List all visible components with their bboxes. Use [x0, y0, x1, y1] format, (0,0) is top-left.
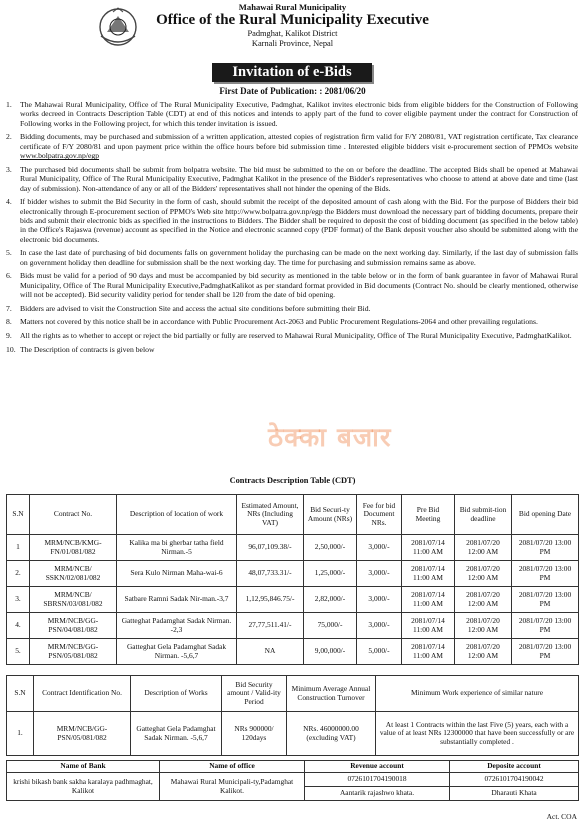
- clause-number: 5.: [6, 248, 12, 258]
- table-cell: 3,000/-: [357, 535, 402, 561]
- table-cell: Sera Kulo Nirman Maha-wai-6: [117, 561, 237, 587]
- deposit-account-number: 0726101704190042: [450, 773, 579, 787]
- clause-text: Bidders are advised to visit the Construction Site and access the actual site conditions before submitting their Bid.: [20, 303, 371, 313]
- table-row: [7, 561, 579, 587]
- table-cell: 2081/07/20 13:00 PM: [512, 587, 579, 613]
- table-cell: 2.: [7, 561, 30, 587]
- table-cell: MRM/NCB/GG-PSN/04/081/082: [30, 613, 117, 639]
- bank-name-cell: krishi bikash bank sakha karalaya padhmaghat, Kalikot: [7, 773, 160, 801]
- column-header: Fee for bid Document NRs.: [357, 495, 402, 535]
- clause-text: All the rights as to whether to accept or reject the bid partially or fully are reserved to Mahawai Rural Municipality, Office of The Rural Municipality Executive, PadmghatKalikot.: [20, 331, 572, 341]
- column-header: Description of location of work: [117, 495, 237, 535]
- table-cell: 5,000/-: [357, 639, 402, 665]
- clause-2: [6, 132, 578, 160]
- table-cell: 2,82,000/-: [304, 587, 357, 613]
- table-cell: At least 1 Contracts within the last Five (5) years, each with a value of at least NRs 12300000 that have been successfully or are substantially completed .: [376, 712, 579, 756]
- table-row: [7, 773, 579, 787]
- column-header: Bid Securi-ty Amount (NRs): [304, 495, 357, 535]
- clause-4: [6, 197, 578, 244]
- table-row: [7, 639, 579, 665]
- table-cell: MRM/NCB/GG-PSN/05/081/082: [34, 712, 131, 756]
- table-cell: 3,000/-: [357, 561, 402, 587]
- municipality-name: Mahawai Rural Municipality: [238, 2, 347, 12]
- clause-5: [6, 248, 578, 267]
- clause-number: 6.: [6, 271, 12, 281]
- table-cell: Kalika ma bi gherbar tatha field Nirman.-5: [117, 535, 237, 561]
- column-header: S.N: [7, 495, 30, 535]
- clause-number: 3.: [6, 164, 12, 174]
- table-cell: MRM/NCB/ SSKN/02/081/082: [30, 561, 117, 587]
- table-cell: 1,25,000/-: [304, 561, 357, 587]
- table-cell: 48,07,733.31/-: [237, 561, 304, 587]
- column-header: Bid opening Date: [512, 495, 579, 535]
- table-row: [7, 535, 579, 561]
- clause-7: [6, 304, 578, 313]
- table-cell: 96,07,109.38/-: [237, 535, 304, 561]
- table-cell: 2081/07/20 13:00 PM: [512, 561, 579, 587]
- clause-8: [6, 317, 578, 326]
- table-cell: 3,000/-: [357, 613, 402, 639]
- table-cell: 1.: [7, 712, 34, 756]
- table-cell: 2081/07/14 11:00 AM: [402, 639, 455, 665]
- table-cell: 2081/07/20 12:00 AM: [455, 561, 512, 587]
- notice-title: Invitation of e-Bids: [212, 63, 372, 82]
- clause-9: [6, 331, 578, 340]
- table-row: [7, 587, 579, 613]
- column-header: Contract Identification No.: [34, 676, 131, 712]
- clause-1: [6, 100, 578, 128]
- table-cell: Gatteghat Gela Padamghat Sadak Nirman. -5,6,7: [117, 639, 237, 665]
- clause-text: Matters not covered by this notice shall be in accordance with Public Procurement Act-2063 and Public Procurement Regulations-2064 and other prevailing regulations.: [20, 317, 538, 327]
- letterhead: [0, 2, 585, 49]
- eligibility-table: [6, 675, 579, 756]
- clause-6: [6, 271, 578, 299]
- clause-text: The Description of contracts is given below: [20, 344, 155, 354]
- bank-account-table: [6, 760, 579, 801]
- table-cell: 2081/07/14 11:00 AM: [402, 561, 455, 587]
- table-cell: 4.: [7, 613, 30, 639]
- table-cell: 2081/07/20 12:00 AM: [455, 613, 512, 639]
- publication-date: First Date of Publication: : 2081/06/20: [219, 86, 366, 96]
- table-cell: 9,00,000/-: [304, 639, 357, 665]
- table-cell: 2081/07/14 11:00 AM: [402, 587, 455, 613]
- table-cell: NRs 900000/ 120days: [222, 712, 287, 756]
- clause-number: 8.: [6, 317, 12, 327]
- column-header: Contract No.: [30, 495, 117, 535]
- clause-number: 10.: [6, 344, 16, 354]
- table-cell: 75,000/-: [304, 613, 357, 639]
- revenue-account-name: Aantarik rajashwo khata.: [305, 787, 450, 801]
- clause-text: If bidder wishes to submit the Bid Security in the form of cash, should submit the receipt of the deposited amount of cash along with the Bid. For the purpose of Bidders their bid electronically through E-procurement section of PPMO's Web site http://www.bolpatra.gov.np/egp the Bidders must download the necessary part of bidding documents, prepare their bids and submit their electronic bids as specified in the instructions to Bidders. The Bidder shall be required to deposit the cost of bidding document (as specified in the below table) in the Office's Rajaswa (revenue) account as specified in the Notice and electronic scanned copy (PDF format) of the Bank deposit voucher also should be submitted along with the electronic bid documents.: [20, 197, 578, 244]
- table-cell: 2081/07/20 12:00 AM: [455, 639, 512, 665]
- table-cell: MRM/NCB/GG-PSN/05/081/082: [30, 639, 117, 665]
- clause-10: [6, 345, 578, 354]
- table-cell: 5.: [7, 639, 30, 665]
- column-header: Minimum Average Annual Construction Turnover: [287, 676, 376, 712]
- clause-3: [6, 165, 578, 193]
- table-header-row: [7, 761, 579, 773]
- table-cell: 2,50,000/-: [304, 535, 357, 561]
- footnote: Act. COA: [546, 812, 577, 821]
- table-cell: Gatteghat Gela Padamghat Sadak Nirman. -5,6,7: [131, 712, 222, 756]
- office-name-cell: Mahawai Rural Municipali-ty,Padamghat Kalikot.: [160, 773, 305, 801]
- table-cell: Satbare Ramni Sadak Nir-man.-3,7: [117, 587, 237, 613]
- column-header: Bid Security amount / Valid-ity Period: [222, 676, 287, 712]
- address-line-1: Padmghat, Kalikot District: [247, 29, 338, 38]
- bolpatra-link[interactable]: www.bolpatra.gov.np/egp: [20, 151, 100, 161]
- table-cell: 2081/07/20 13:00 PM: [512, 613, 579, 639]
- contracts-description-table: [6, 494, 579, 665]
- table-cell: 1,12,95,846.75/-: [237, 587, 304, 613]
- address-line-2: Karnali Province, Nepal: [251, 39, 334, 48]
- table-cell: NA: [237, 639, 304, 665]
- clause-number: 7.: [6, 303, 12, 313]
- revenue-account-number: 0726101704190018: [305, 773, 450, 787]
- table-cell: NRs. 46000000.00 (excluding VAT): [287, 712, 376, 756]
- watermark: ठेक्का बजार: [268, 423, 392, 453]
- clause-number: 1.: [6, 100, 12, 109]
- column-header: Pre Bid Meeting: [402, 495, 455, 535]
- clause-text: The purchased bid documents shall be submit from bolpatra website. The bid must be submitted to the on or before the deadline. The accepted Bids shall be opened at Mahawai Rural Municipality, Office of The Rural Municipality Executive, Padmghat Kalikot in the presence of the Bidder's representatives who choose to attend at above date and time (last day of submission). Non-attendance of any or all of the Bidders' representatives shall not hinder the opening of the Bids.: [20, 164, 578, 193]
- table-cell: 2081/07/20 12:00 AM: [455, 587, 512, 613]
- column-header: Name of Bank: [7, 761, 160, 773]
- column-header: Minimum Work experience of similar nature: [376, 676, 579, 712]
- clause-number: 2.: [6, 132, 12, 142]
- column-header: S.N: [7, 676, 34, 712]
- cdt-title: Contracts Description Table (CDT): [229, 476, 356, 485]
- table-cell: 2081/07/20 12:00 AM: [455, 535, 512, 561]
- table-cell: 27,77,511.41/-: [237, 613, 304, 639]
- table-cell: 2081/07/20 13:00 PM: [512, 639, 579, 665]
- column-header: Deposite account: [450, 761, 579, 773]
- column-header: Name of office: [160, 761, 305, 773]
- clause-text: Bidding documents, may be purchased and submission of a written application, attested copies of registration firm valid for F/Y 2080/81, VAT registration certificate, Tax clearance certificate of F/Y 2080/81 and upon payment price within the office hours before bid submission time . Interested eligible bidders visit e-procurement section of PPMOs website: [20, 132, 578, 151]
- table-cell: Gatteghat Padamghat Sadak Nirman. -2,3: [117, 613, 237, 639]
- column-header: Revenue account: [305, 761, 450, 773]
- column-header: Description of Works: [131, 676, 222, 712]
- table-cell: MRM/NCB/ SBRSN/03/081/082: [30, 587, 117, 613]
- deposit-account-name: Dharauti Khata: [450, 787, 579, 801]
- clause-number: 9.: [6, 331, 12, 341]
- clause-text: The Mahawai Rural Municipality, Office of The Rural Municipality Executive, Padmghat, Kalikot invites electronic bids from eligible bidders for the Construction of Following works decreed in Contracts Description Table (CDT) at end of this notices and intends to apply part of the fund to cover eligible payment under the contract for Construction of Following works in the Following project, for which this tender invitation is issued.: [20, 100, 578, 128]
- table-header-row: [7, 495, 579, 535]
- clause-text: In case the last date of purchasing of bid documents falls on government holiday the purchasing can be made on the next working day. Similarly, if the last day of submission falls on government holiday then deadline for submission shall be the next working day. The time for purchasing and submission remains same as above.: [20, 248, 578, 267]
- clause-text: Bids must be valid for a period of 90 days and must be accompanied by bid security as mentioned in the table below or in the form of bank guarantee in favor of Mahawai Rural Municipality, Office of The Rural Municipality Executive,PadmghatKalikot as per standard format provided in Bid documents (Contract No. should be clearly mentioned, otherwise will not be accepted). Bid security validity period for tender shall be 120 from the date of bid opening.: [20, 271, 578, 300]
- table-cell: MRM/NCB/KMG-FN/01/081/082: [30, 535, 117, 561]
- table-cell: 2081/07/20 13:00 PM: [512, 535, 579, 561]
- table-cell: 3,000/-: [357, 587, 402, 613]
- table-row: [7, 613, 579, 639]
- table-row: [7, 712, 579, 756]
- column-header: Bid submit-tion deadline: [455, 495, 512, 535]
- office-name: Office of the Rural Municipality Executive: [156, 12, 429, 28]
- notice-clauses: [6, 100, 578, 358]
- clause-number: 4.: [6, 197, 12, 207]
- table-header-row: [7, 676, 579, 712]
- table-cell: 3.: [7, 587, 30, 613]
- table-cell: 1: [7, 535, 30, 561]
- table-cell: 2081/07/14 11:00 AM: [402, 613, 455, 639]
- table-cell: 2081/07/14 11:00 AM: [402, 535, 455, 561]
- column-header: Estimated Amount, NRs (Including VAT): [237, 495, 304, 535]
